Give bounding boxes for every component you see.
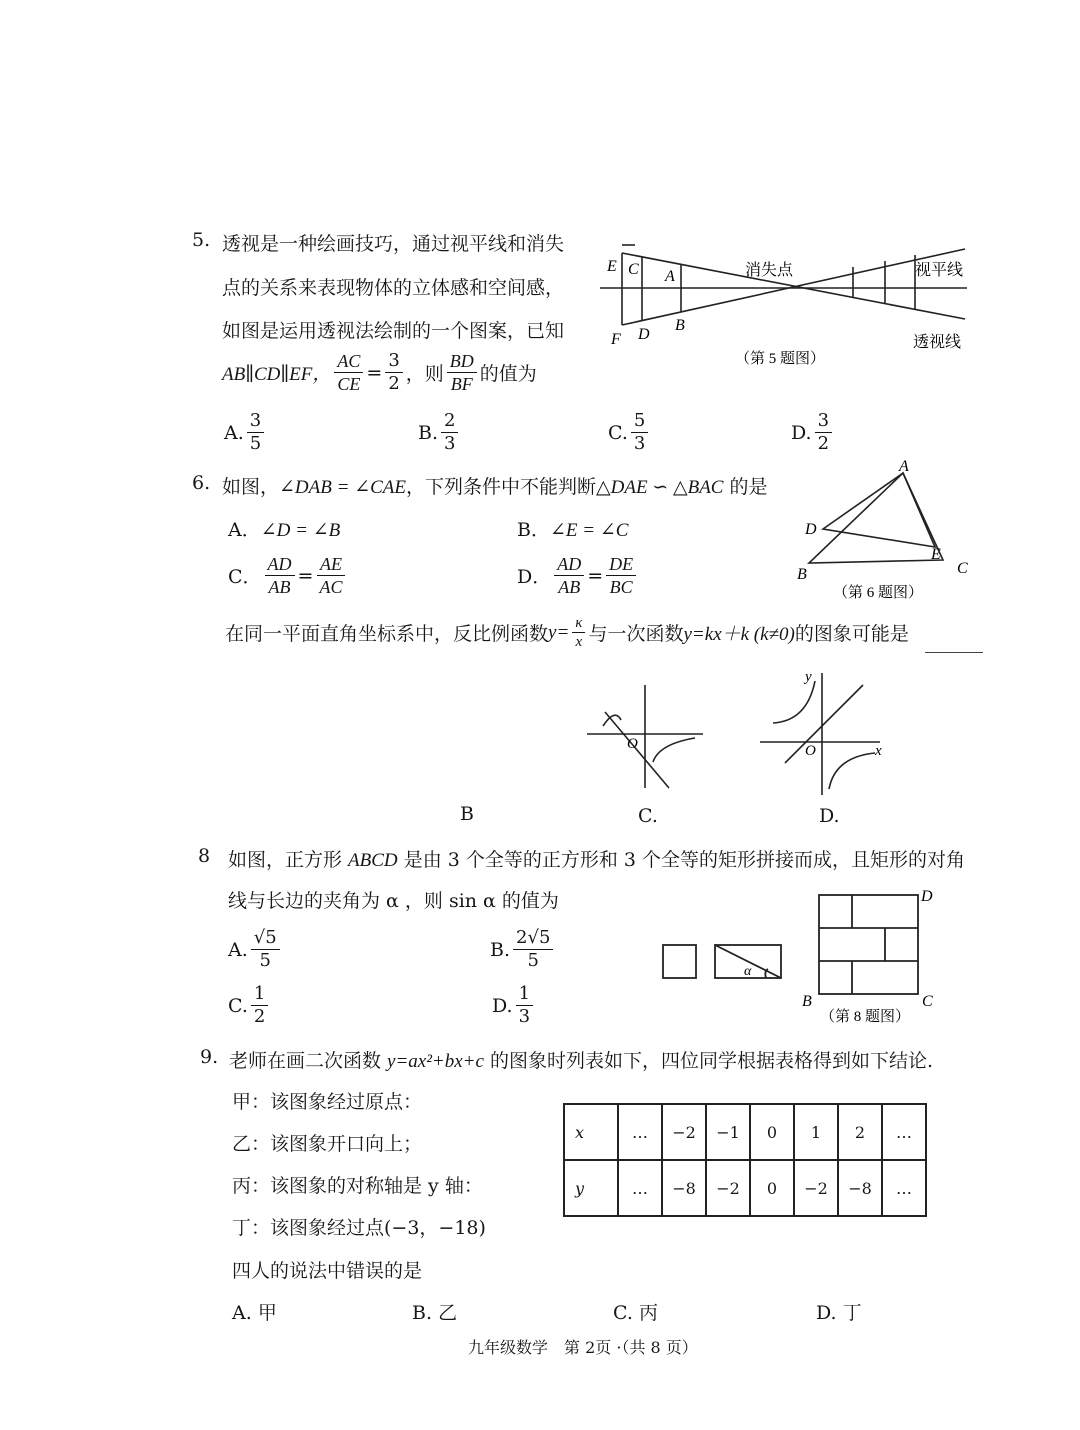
q5-caption: （第 5 题图） [735, 351, 826, 367]
q6-stem-a: 如图， [222, 476, 280, 498]
q9-question: 四人的说法中错误的是 [232, 1260, 423, 1282]
q8-square-figure [800, 885, 945, 1027]
q9-option-b-value: 乙 [438, 1302, 458, 1324]
q9-statement-3: 丙：该图象的对称轴是 y 轴： [232, 1175, 483, 1197]
q8-option-a [228, 927, 283, 972]
q8-square-abcd [819, 895, 918, 994]
q6-number: 6. [192, 472, 211, 494]
q5-vanish-label: 消失点 [745, 262, 794, 279]
q8-pieces [660, 940, 790, 985]
q9-table-x-label: x [564, 1104, 618, 1160]
q8-line1-math: ABCD [348, 850, 398, 871]
q5-option-c-den: 3 [633, 433, 646, 454]
q6-option-d-n1: AD [554, 553, 584, 576]
q7-c-origin: O [627, 736, 638, 752]
q5-option-c [608, 410, 651, 455]
q8-option-c [228, 983, 271, 1028]
q8-line2: 线与长边的夹角为 α ，则 sin α 的值为 [228, 890, 559, 912]
q9-table-x-cell: −1 [706, 1104, 750, 1160]
q7-option-b: B [460, 803, 474, 825]
q5-label-f: F [611, 331, 621, 348]
q7-c-hyperbola-branch [653, 738, 695, 762]
q7-graph-d [755, 665, 895, 800]
q8-option-b-num: 2√5 [513, 927, 553, 950]
q9-statement-2: 乙：该图象开口向上； [232, 1133, 423, 1155]
q5-line3: 如图是运用透视法绘制的一个图案，已知 [222, 320, 565, 342]
q9-stem [229, 1046, 933, 1073]
q6-option-c-label: C． [228, 566, 262, 588]
q6-option-b-label: B． [517, 519, 550, 541]
q6-option-d-eq: = [587, 564, 604, 587]
q8-option-c-den: 2 [253, 1006, 266, 1027]
q8-option-a-num: √5 [251, 927, 280, 950]
q5-option-a [224, 410, 267, 455]
q6-option-c-n1: AD [265, 553, 295, 576]
q8-label-d: D [921, 888, 933, 905]
q5-figure [595, 235, 975, 385]
q5-given-fraction [334, 350, 363, 395]
q9-table-row-y [564, 1160, 926, 1216]
q5-option-b-label: B. [418, 421, 439, 444]
q9-table-x-cell: 0 [750, 1104, 794, 1160]
q8-line1 [228, 845, 965, 872]
q7-option-c: C. [638, 805, 658, 827]
q9-option-b [412, 1298, 457, 1325]
q5-label-b: B [675, 317, 685, 334]
q5-option-b-den: 3 [444, 433, 456, 454]
q9-stem-b: 的图象时列表如下，四位同学根据表格得到如下结论. [483, 1050, 934, 1072]
q7-stem [225, 614, 909, 651]
q5-option-d-den: 2 [817, 433, 830, 454]
q6-option-b-text: ∠E = ∠C [549, 520, 629, 541]
q9-option-d-value: 丁 [842, 1302, 862, 1324]
q8-option-c-num: 1 [251, 983, 268, 1006]
q8-option-a-label: A. [228, 938, 248, 961]
q8-option-d-label: D. [492, 994, 513, 1017]
q6-option-c-eq: = [297, 564, 314, 587]
q6-option-d-label: D． [517, 566, 552, 588]
q5-perspective-label: 透视线 [913, 334, 962, 351]
q9-number: 9. [200, 1046, 219, 1068]
q8-option-d [492, 983, 536, 1028]
q5-eq: = [366, 361, 383, 384]
q8-caption: （第 8 题图） [820, 1009, 911, 1025]
q7-answer-blank [925, 652, 983, 653]
q7-option-d: D. [819, 805, 840, 827]
q5-perspective-line-1 [622, 253, 965, 319]
q9-table-y-cell: … [618, 1160, 662, 1216]
q7-d-origin: O [805, 743, 816, 759]
q6-option-c-d2: AC [319, 577, 343, 597]
q5-condition [222, 350, 537, 395]
q9-option-d-label: D. [816, 1302, 837, 1324]
q9-stem-math: y=ax²+bx+c [387, 1051, 484, 1072]
q6-option-c-d1: AB [268, 577, 291, 597]
q6-label-d: D [805, 521, 817, 538]
q5-option-a-label: A. [224, 421, 244, 444]
q9-table-y-cell: 0 [750, 1160, 794, 1216]
q9-table-y-cell: … [882, 1160, 926, 1216]
q7-graph-c [585, 680, 705, 790]
q5-ask-fraction [447, 350, 477, 395]
q7-d-x-label: x [875, 743, 882, 759]
q7-stem-a: 在同一平面直角坐标系中，反比例函数 [225, 623, 549, 645]
q6-triangle-ade [823, 473, 935, 547]
q8-line1-a: 如图，正方形 [228, 849, 349, 871]
q5-horizon-label: 视平线 [915, 262, 964, 279]
q6-label-b: B [797, 566, 807, 583]
q5-mid: ，则 [405, 363, 444, 385]
q8-option-b-label: B. [490, 938, 511, 961]
q9-table-y-cell: −8 [838, 1160, 882, 1216]
q5-given-den: CE [337, 374, 361, 394]
q8-option-a-den: 5 [259, 950, 271, 971]
q6-stem-math2: △DAE ∽ △BAC [596, 477, 724, 498]
q9-option-b-label: B. [412, 1302, 433, 1324]
q5-option-c-label: C. [608, 421, 628, 444]
q8-label-b: B [802, 993, 812, 1010]
q8-option-d-num: 1 [516, 983, 533, 1006]
q5-option-c-num: 5 [631, 410, 648, 433]
q9-option-a-value: 甲 [257, 1302, 277, 1324]
q9-table-x-cell: 1 [794, 1104, 838, 1160]
q7-d-line [785, 685, 863, 763]
q8-number: 8 [198, 845, 211, 867]
q6-option-d [517, 553, 639, 598]
q7-d-hyperbola-lower [829, 753, 875, 789]
q6-label-e: E [931, 546, 941, 563]
q6-option-b [517, 515, 628, 542]
q5-label-c: C [628, 261, 639, 278]
q5-val-fraction [385, 350, 402, 395]
q8-option-b [490, 927, 556, 972]
q9-stem-a: 老师在画二次函数 [229, 1050, 388, 1072]
q9-table-y-cell: −2 [706, 1160, 750, 1216]
q5-val-den: 2 [388, 373, 400, 394]
q9-table-y-label: y [564, 1160, 618, 1216]
q9-statement-1: 甲：该图象经过原点： [232, 1091, 423, 1113]
q6-stem-b: ，下列条件中不能判断 [406, 476, 597, 498]
q8-option-b-den: 5 [527, 950, 539, 971]
q7-stem-b: 与一次函数 [588, 623, 684, 645]
q5-option-b-num: 2 [441, 410, 458, 433]
q7-fn2: y=kx＋k (k≠0) [683, 624, 795, 645]
q9-table-y-cell: −8 [662, 1160, 706, 1216]
q6-option-a-label: A． [228, 519, 261, 541]
q9-table-x-cell: … [882, 1104, 926, 1160]
q5-option-b [418, 410, 461, 455]
q5-label-e: E [607, 258, 617, 275]
q9-option-a [232, 1298, 277, 1325]
q9-value-table [563, 1103, 927, 1217]
q5-ask-den: BF [450, 374, 473, 394]
q5-line2: 点的关系来表现物体的立体感和空间感， [222, 277, 565, 299]
q9-option-c [613, 1298, 658, 1325]
q7-fn1-num: κ [572, 614, 585, 633]
q7-d-y-label: y [805, 669, 812, 685]
q5-label-d: D [638, 326, 650, 343]
q6-stem-math: ∠DAB = ∠CAE [279, 477, 406, 498]
q5-ask-num: BD [447, 350, 477, 373]
q9-statement-4: 丁：该图象经过点(−3，−18) [232, 1217, 486, 1239]
q5-option-d-label: D. [791, 421, 812, 444]
q8-label-c: C [922, 993, 933, 1010]
q5-cond-prefix: AB∥CD∥EF， [222, 364, 332, 385]
q5-option-a-den: 5 [249, 433, 262, 454]
q6-option-d-n2: DE [606, 553, 636, 576]
q5-label-a: A [665, 268, 675, 285]
q5-option-d-num: 3 [815, 410, 832, 433]
q6-option-d-d2: BC [609, 577, 633, 597]
q7-fn1-den: x [575, 634, 583, 650]
q8-option-c-label: C. [228, 994, 248, 1017]
q6-option-a [228, 515, 340, 542]
q9-table-y-cell: −2 [794, 1160, 838, 1216]
q9-table-x-cell: 2 [838, 1104, 882, 1160]
page-footer: 九年级数学 第 2页 ·（共 8 页） [468, 1338, 698, 1357]
q6-label-a: A [899, 458, 909, 475]
q8-option-d-den: 3 [518, 1006, 531, 1027]
q8-small-square [663, 945, 696, 978]
q9-table-x-cell: −2 [662, 1104, 706, 1160]
q9-table-row-x [564, 1104, 926, 1160]
q5-number: 5. [192, 229, 211, 251]
q7-stem-c: 的图象可能是 [794, 623, 909, 645]
q5-given-num: AC [334, 350, 363, 373]
q6-option-a-text: ∠D = ∠B [260, 520, 341, 541]
q5-option-a-num: 3 [247, 410, 264, 433]
q5-val-num: 3 [385, 350, 402, 373]
q6-stem-c: 的是 [723, 476, 768, 498]
q5-line1: 透视是一种绘画技巧，通过视平线和消失 [222, 233, 565, 255]
q8-line1-b: 是由 3 个全等的正方形和 3 个全等的矩形拼接而成，且矩形的对角 [397, 849, 966, 871]
q6-option-c-n2: AE [317, 553, 345, 576]
q7-d-hyperbola-upper [773, 681, 815, 723]
q5-perspective-line-2 [622, 249, 965, 325]
q9-option-c-label: C. [613, 1302, 633, 1324]
q6-caption: （第 6 题图） [833, 585, 924, 601]
q7-fn1-pre: y= [548, 621, 570, 643]
q6-option-c [228, 553, 348, 598]
q9-option-c-value: 丙 [638, 1302, 658, 1324]
q6-stem [222, 472, 768, 499]
q5-option-d [791, 410, 835, 455]
q9-option-a-label: A. [232, 1302, 252, 1324]
q6-option-d-d1: AB [558, 577, 581, 597]
q9-table-x-cell: … [618, 1104, 662, 1160]
q5-suffix: 的值为 [479, 363, 537, 385]
q9-option-d [816, 1298, 862, 1325]
q6-label-c: C [957, 560, 968, 577]
q6-figure [795, 455, 985, 605]
q8-alpha-label: α [744, 964, 752, 979]
